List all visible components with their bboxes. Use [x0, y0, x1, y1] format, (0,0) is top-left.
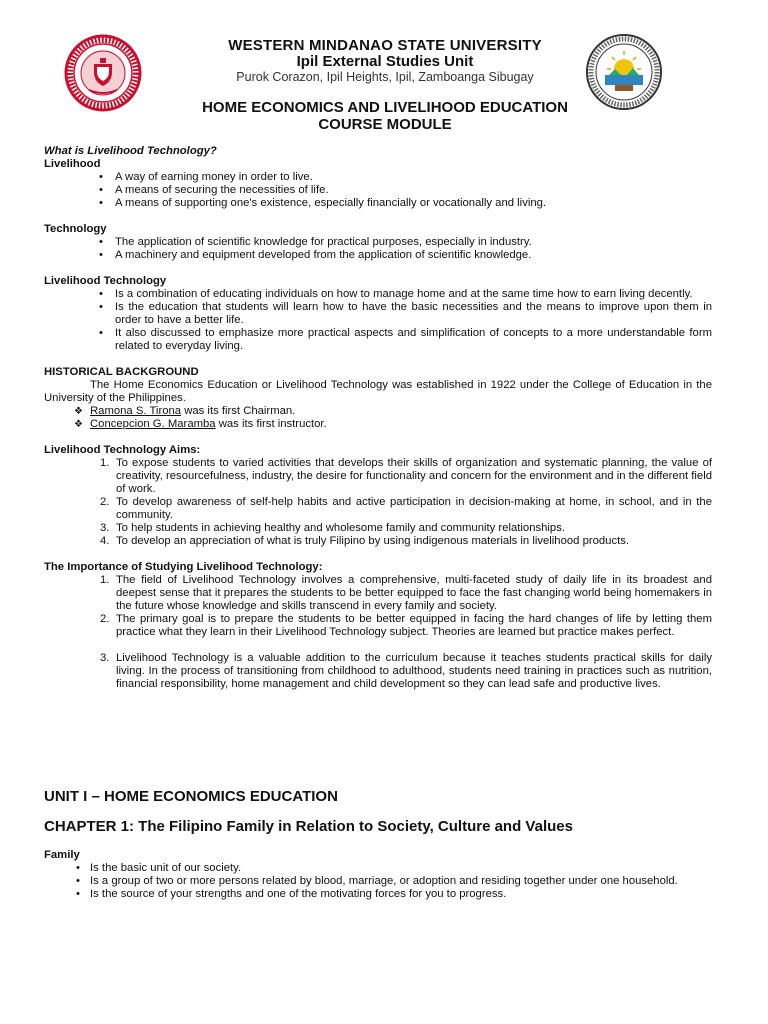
list-item-text: To expose students to varied activities that develops their skills of organization and systematic planning, the value of creativity, resourcefulness, industry, the desire for functionality and concern for the environment and in the different field of work.	[116, 457, 712, 495]
list-item: • Is the source of your strengths and one of the motivating forces for you to progress.	[66, 888, 712, 901]
historical-background-text: The Home Economics Education or Livelihood Technology was established in 1922 under the College of Education in the University of the Philippines.	[44, 379, 712, 404]
importance-list	[44, 574, 712, 691]
campus-unit-name: Ipil External Studies Unit	[296, 53, 474, 70]
livelihood-technology-heading: Livelihood Technology	[44, 275, 167, 287]
aims-heading: Livelihood Technology Aims:	[44, 444, 201, 456]
importance-heading: The Importance of Studying Livelihood Technology:	[44, 561, 323, 573]
list-item: • Is the basic unit of our society.	[66, 862, 712, 875]
family-heading: Family	[44, 849, 80, 861]
list-item-text: The primary goal is to prepare the students to be better equipped in facing the hard changes of life by letting them practice what they learn in their Livelihood Technology subject. Theories are learned but practice makes perfect.	[116, 613, 712, 638]
aims-list	[44, 457, 712, 548]
module-body	[44, 145, 712, 691]
list-item	[70, 418, 712, 431]
section-question: What is Livelihood Technology?	[44, 145, 217, 157]
chapter-title: CHAPTER 1: The Filipino Family in Relation to Society, Culture and Values	[44, 818, 573, 835]
list-item: • A machinery and equipment developed from the application of scientific knowledge.	[89, 249, 712, 262]
list-item-text: was its first Chairman.	[181, 405, 296, 417]
list-item: 1. The field of Livelihood Technology involves a comprehensive, multi-faceted study of daily life in its broadest and deepest sense that it prepares the students to be better equipped to face the fast changing world being homemakers in the future whose knowledge and skills transcend in every family and society.	[100, 574, 712, 612]
list-item: • Is the education that students will learn how to have the basic necessities and the means to improve upon them in order to have a better life.	[89, 301, 712, 327]
list-item: • Is a combination of educating individuals on how to manage home and at the same time how to earn living decently.	[89, 288, 712, 301]
university-name: WESTERN MINDANAO STATE UNIVERSITY	[228, 37, 542, 54]
list-item: • A means of supporting one's existence, especially financially or vocationally and living.	[89, 197, 712, 210]
list-item: 3. To help students in achieving healthy and wholesome family and community relationships.	[100, 522, 565, 534]
module-title-line-2: COURSE MODULE	[318, 116, 452, 133]
livelihood-technology-list	[44, 288, 712, 353]
list-item: 2. The primary goal is to prepare the students to be better equipped in facing the hard changes of life by letting them practice what they learn in their Livelihood Technology subject. Theories are learned but practice makes perfect.	[100, 613, 712, 638]
unit-title: UNIT I – HOME ECONOMICS EDUCATION	[44, 788, 338, 805]
list-item: • Is a group of two or more persons related by blood, marriage, or adoption and residing together under one household.	[66, 875, 712, 888]
diamond-bullet-icon: ❖	[74, 406, 83, 417]
list-item: 3. Livelihood Technology is a valuable addition to the curriculum because it teaches students practical skills for daily living. In the process of transitioning from childhood to adulthood, students need training in practices such as nutrition, financial responsibility, home management and child development so they can lead safe and productive lives.	[100, 652, 712, 690]
livelihood-heading: Livelihood	[44, 158, 101, 170]
list-item-text: The field of Livelihood Technology involves a comprehensive, multi-faceted study of daily life in its broadest and deepest sense that it prepares the students to be better equipped to face the fast changing world being homemakers in the future whose knowledge and skills transcend in every family and society.	[116, 574, 712, 612]
list-item: • A way of earning money in order to live.	[89, 171, 712, 184]
list-item	[70, 405, 712, 418]
list-item-text: was its first instructor.	[215, 418, 327, 430]
person-name: Concepcion G. Maramba	[90, 418, 216, 430]
list-item-text: To help students in achieving healthy and wholesome family and community relationships.	[116, 522, 565, 534]
wmsu-seal-logo	[64, 34, 142, 112]
family-list	[44, 862, 712, 901]
history-list	[44, 405, 712, 431]
list-item-text: Livelihood Technology is a valuable addition to the curriculum because it teaches students practical skills for daily living. In the process of transitioning from childhood to adulthood, students need training in practices such as nutrition, financial responsibility, home management and child development so they can lead safe and productive lives.	[116, 652, 712, 690]
list-item: • The application of scientific knowledge for practical purposes, especially in industry.	[89, 236, 712, 249]
technology-heading: Technology	[44, 223, 107, 235]
historical-background-heading: HISTORICAL BACKGROUND	[44, 366, 199, 378]
list-item: • A means of securing the necessities of life.	[89, 184, 712, 197]
list-item: 2. To develop awareness of self-help habits and active participation in decision-making at home, in school, and in the community.	[100, 496, 712, 521]
livelihood-list	[44, 171, 712, 210]
campus-address: Purok Corazon, Ipil Heights, Ipil, Zamboanga Sibugay	[236, 70, 534, 84]
family-section	[44, 849, 712, 901]
list-item-text: To develop awareness of self-help habits and active participation in decision-making at home, in school, and in the community.	[116, 496, 712, 521]
diamond-bullet-icon: ❖	[74, 419, 83, 430]
module-title-line-1: HOME ECONOMICS AND LIVELIHOOD EDUCATION	[202, 99, 568, 116]
technology-list	[44, 236, 712, 262]
person-name: Ramona S. Tirona	[90, 405, 182, 417]
list-item-text: To develop an appreciation of what is truly Filipino by using indigenous materials in livelihood products.	[116, 535, 630, 547]
list-item: 1. To expose students to varied activities that develops their skills of organization and systematic planning, the value of creativity, resourcefulness, industry, the desire for functionality and concern for the environment and in the different field of work.	[100, 457, 712, 495]
list-item: 4. To develop an appreciation of what is truly Filipino by using indigenous materials in livelihood products.	[100, 535, 630, 547]
list-item: • It also discussed to emphasize more practical aspects and simplification of concepts to a more understandable form related to everyday living.	[89, 327, 712, 353]
